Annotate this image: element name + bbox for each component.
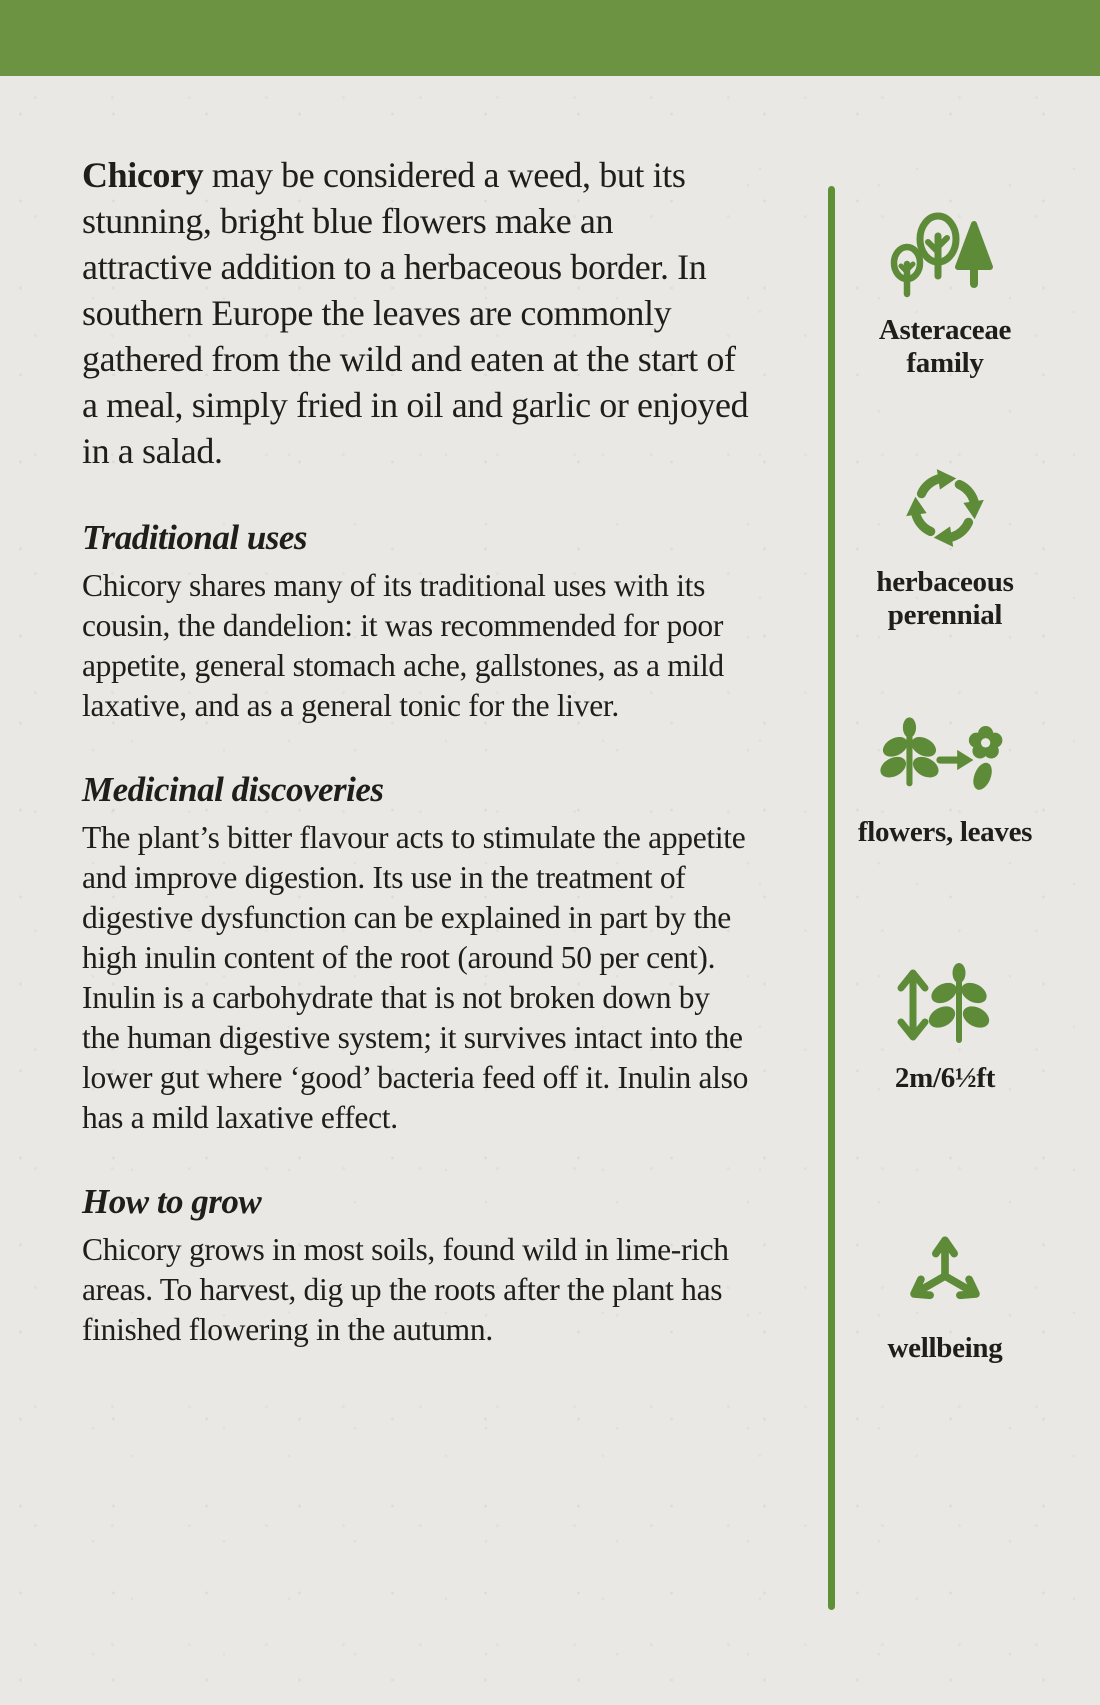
- family-trees-icon: [838, 210, 1052, 302]
- intro-text: may be considered a weed, but its stunning, bright blue flowers make an attractive addition to a herbaceous border. In southern Europe the leaves are commonly gathered from the wild and eaten at the start of a meal, simply fried in oil and garlic or enjoyed in a salad.: [82, 155, 749, 471]
- section-how-to-grow: [82, 1182, 750, 1350]
- fact-label: wellbeing: [887, 1332, 1003, 1364]
- section-traditional-uses: [82, 518, 750, 726]
- fact-item-height: [838, 962, 1052, 1095]
- lifecycle-arrows-icon: [838, 462, 1052, 554]
- fact-label: 2m/6½ft: [894, 1062, 996, 1094]
- article: [82, 152, 750, 1350]
- fact-label: herbaceous perennial: [876, 566, 1014, 631]
- fact-item-family: [838, 210, 1052, 380]
- section-paragraph: Chicory shares many of its traditional uses with its cousin, the dandelion: it was recommended for poor appetite, general stomach ache, gallstones, as a mild laxative, and as a general tonic for the liver.: [82, 568, 724, 723]
- wellbeing-icon: [838, 1228, 1052, 1320]
- fact-item-wellbeing: [838, 1228, 1052, 1365]
- plant-height-icon: [838, 962, 1052, 1050]
- header-bar: [0, 0, 1100, 76]
- fact-label: flowers, leaves: [857, 816, 1033, 848]
- section-paragraph: The plant’s bitter flavour acts to stimulate the appetite and improve digestion. Its use in the treatment of digestive dysfunction can be explained in part by the high inulin content of the root (around 50 per cent). Inulin is a carbohydrate that is not broken down by the human digestive system; it survives intact into the lower gut where ‘good’ bacteria feed off it. Inulin also has a mild laxative effect.: [82, 820, 749, 1135]
- section-heading: How to grow: [82, 1182, 262, 1221]
- vertical-divider: [828, 186, 835, 1610]
- fact-item-lifecycle: [838, 462, 1052, 632]
- flowers-leaves-icon: [838, 712, 1052, 804]
- fact-item-parts-used: [838, 712, 1052, 849]
- fact-label: Asteraceae family: [878, 314, 1012, 379]
- section-heading: Medicinal discoveries: [82, 770, 384, 809]
- section-paragraph: Chicory grows in most soils, found wild in lime-rich areas. To harvest, dig up the roots after the plant has finished flowering in the autumn.: [82, 1232, 729, 1347]
- section-medicinal-discoveries: [82, 770, 750, 1138]
- section-heading: Traditional uses: [82, 518, 308, 557]
- plant-name: Chicory: [82, 155, 204, 195]
- intro-paragraph: [82, 152, 750, 474]
